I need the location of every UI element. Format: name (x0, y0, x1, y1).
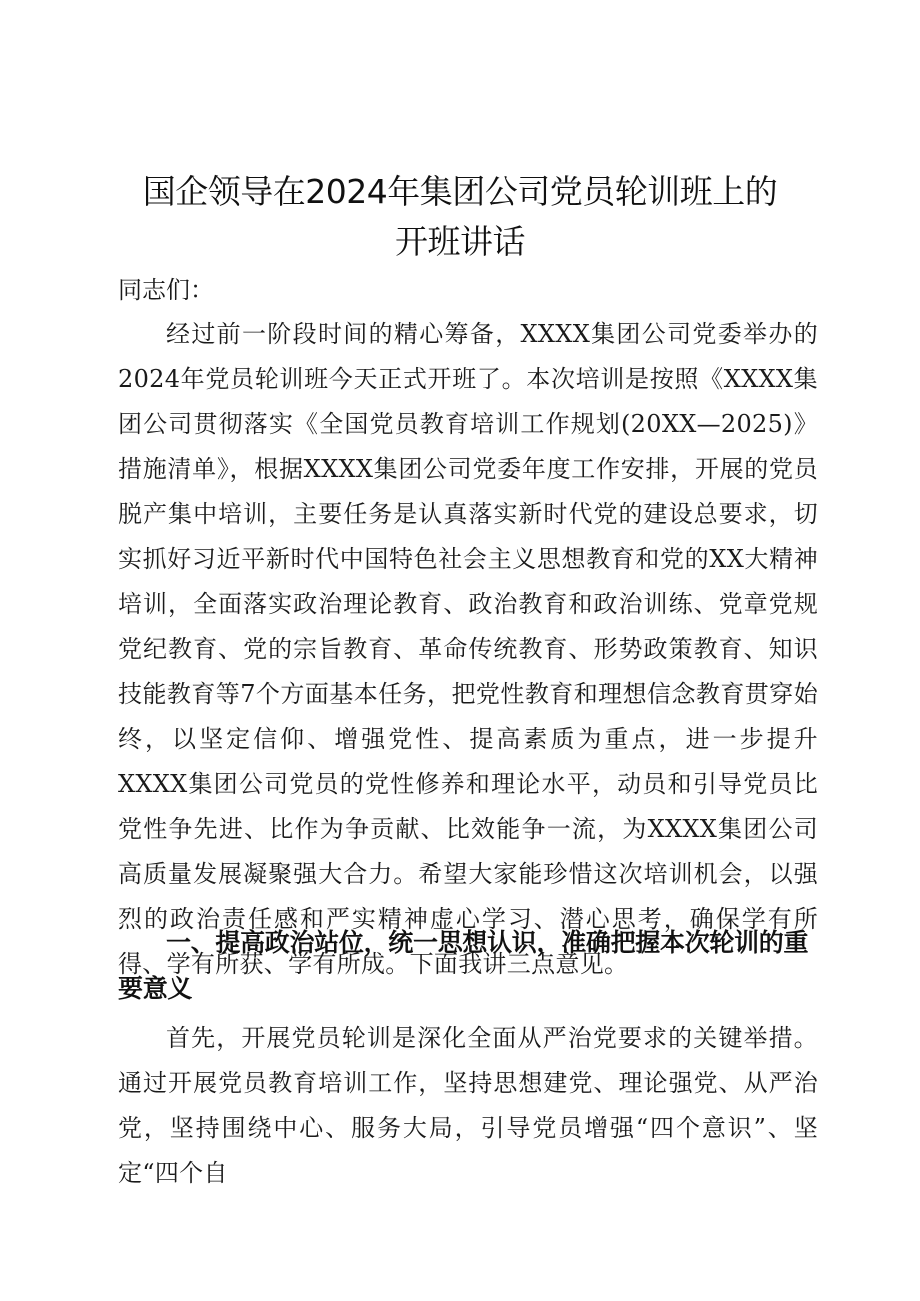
section-heading-1: 一、提高政治站位，统一思想认识，准确把握本次轮训的重要意义 (118, 928, 809, 1003)
document-title-line-2: 开班讲话 (395, 222, 525, 261)
salutation: 同志们： (118, 276, 214, 304)
document-title-line-1: 国企领导在2024年集团公司党员轮训班上的 (142, 172, 778, 211)
paragraph-section-1: 首先，开展党员轮训是深化全面从严治党要求的关键举措。通过开展党员教育培训工作，坚持思想建党、理论强党、从严治党，坚持围绕中心、服务大局，引导党员增强“四个意识”、坚定“四个自 (118, 1024, 818, 1187)
paragraph-intro: 经过前一阶段时间的精心筹备，XXXX集团公司党委举办的2024年党员轮训班今天正式开班了。本次培训是按照《XXXX集团公司贯彻落实《全国党员教育培训工作规划(20XX—2025)》措施清单》，根据XXXX集团公司党委年度工作安排，开展的党员脱产集中培训，主要任务是认真落实新时代党的建设总要求，切实抓好习近平新时代中国特色社会主义思想教育和党的XX大精神培训，全面落实政治理论教育、政治教育和政治训练、党章党规党纪教育、党的宗旨教育、革命传统教育、形势政策教育、知识技能教育等7个方面基本任务，把党性教育和理想信念教育贯穿始终，以坚定信仰、增强党性、提高素质为重点，进一步提升XXXX集团公司党员的党性修养和理论水平，动员和引导党员比党性争先进、比作为争贡献、比效能争一流，为XXXX集团公司高质量发展凝聚强大合力。希望大家能珍惜这次培训机会，以强烈的政治责任感和严实精神虚心学习、潜心思考，确保学有所得、学有所获、学有所成。下面我讲三点意见。 (118, 320, 818, 978)
